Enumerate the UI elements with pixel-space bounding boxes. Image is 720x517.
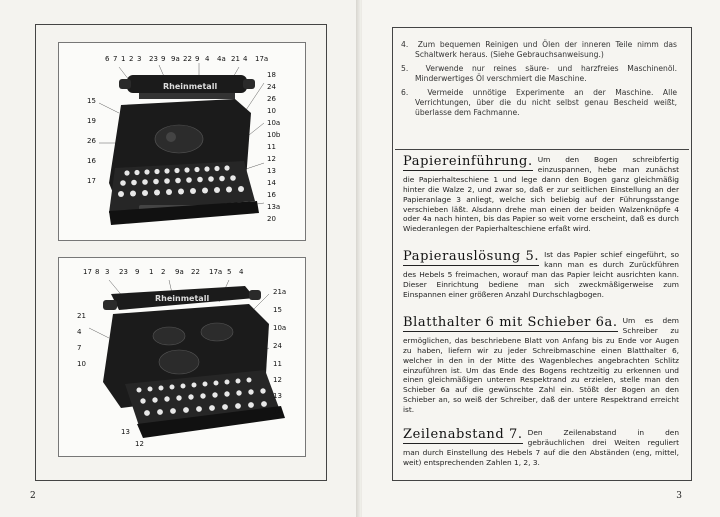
- callout-label: 17a: [255, 55, 269, 63]
- callout-label: 4: [77, 328, 82, 336]
- right-page-frame: [392, 27, 692, 481]
- callout-label: 4: [205, 55, 210, 63]
- callout-label: 13: [121, 428, 130, 436]
- callout-label: 10: [267, 107, 276, 115]
- callout-label: 10: [77, 360, 86, 368]
- callout-label: 9a: [171, 55, 180, 63]
- callout-label: 24: [267, 83, 276, 91]
- typewriter-side-image: [58, 257, 306, 457]
- section-body: Den Zeilenabstand in den gebräuchlichen drei Weiten reguliert man durch Einstellung des Hebels 7 auf die den Abständen (eng, mittel, weit) entsprechenden Zahlen 1, 2, 3.: [403, 428, 679, 467]
- callout-label: 9: [135, 268, 140, 276]
- callout-label: 9: [161, 55, 166, 63]
- brand-label-top: Rheinmetall: [163, 82, 218, 91]
- callout-label: 11: [273, 360, 282, 368]
- section-heading: Blatthalter 6 mit Schieber 6a.: [403, 315, 618, 330]
- callout-label: 26: [267, 95, 276, 103]
- section-line-spacing: [403, 428, 679, 468]
- callout-label: 21: [77, 312, 86, 320]
- bottom-right-callouts: [273, 288, 286, 416]
- callout-label: 12: [135, 440, 144, 448]
- callout-label: 4: [239, 268, 244, 276]
- callout-label: 16: [87, 157, 96, 165]
- callout-label: 16: [267, 191, 276, 199]
- callout-label: 1: [121, 55, 126, 63]
- callout-label: 9a: [175, 268, 184, 276]
- callout-label: 12: [273, 376, 282, 384]
- typewriter-side-svg: [59, 258, 305, 456]
- callout-label: 2: [129, 55, 134, 63]
- section-divider: [395, 149, 689, 150]
- callout-label: 21: [231, 55, 240, 63]
- note-item: 4. Zum bequemen Reinigen und Ölen der inneren Teile nimm das Schaltwerk heraus. (Siehe Gebrauchsanweisung.): [401, 40, 677, 60]
- callout-label: 13: [267, 167, 276, 175]
- callout-label: 5: [227, 268, 232, 276]
- callout-label: 14: [273, 408, 282, 416]
- callout-label: 22: [183, 55, 192, 63]
- section-body: Ist das Papier schief eingeführt, so kann man es durch Zurückführen des Hebels 5 freimachen, worauf man das Papier leicht ausrichten kann. Dieser Einrichtung bediene man sich zweckmäßigerweise zum Einspannen einer größeren Anzahl Durchschlagbogen.: [403, 250, 679, 299]
- section-sheet-holder: [403, 316, 679, 415]
- callout-label: 14: [267, 179, 276, 187]
- callout-label: 7: [77, 344, 82, 352]
- callout-label: 17a: [209, 268, 223, 276]
- left-page: [0, 0, 358, 517]
- callout-label: 23: [149, 55, 158, 63]
- callout-label: 13a: [267, 203, 281, 211]
- callout-label: 3: [105, 268, 110, 276]
- callout-label: 17: [87, 177, 96, 185]
- callout-label: 18: [267, 71, 276, 79]
- bottom-top-callouts: [83, 268, 244, 276]
- page-number-left: 2: [30, 491, 36, 501]
- callout-label: 22: [191, 268, 200, 276]
- brand-label-bottom: Rheinmetall: [155, 294, 210, 303]
- left-page-frame: [35, 24, 327, 481]
- callout-label: 21a: [273, 288, 287, 296]
- callout-label: 20: [267, 215, 276, 223]
- callout-label: 10b: [267, 131, 281, 139]
- callout-label: 4a: [217, 55, 226, 63]
- section-body: Um den Bogen schreibfertig einzuspannen, hebe man zunächst die Papierhalteschiene 1 und lege dann den Bogen ganz gleichmäßig hinter die Walze 2, und zwar so, daß er zur seitlichen Einstellung an der Papieranlage 3 anliegt, welche sich beliebig auf der Führungsstange verschieben läßt. Alsdann drehe man einen der beiden Walzenknöpfe 4 oder 4a nach hinten, bis das Papier so weit vorne erscheint, daß es durch Wiederanlegen der Papierhalteschiene erfaßt wird.: [403, 155, 679, 234]
- callout-label: 3: [137, 55, 142, 63]
- callout-label: 7: [113, 55, 118, 63]
- page-number-right: 3: [676, 491, 682, 501]
- section-body: Um es dem Schreiber zu ermöglichen, das beschriebene Blatt von Anfang bis zu Ende vor Augen zu haben, liefern wir zu jeder Schreibmaschine einen Blatthalter 6, welcher in den in der Mitte des Wagenbleches angebrachten Schlitz einzuführen ist. Um das Ende des Bogens rechtzeitig zu erkennen und einen gleichmäßigen unteren Respektrand zu erzielen, stelle man den Schieber 6a auf die gewünschte Zahl ein. Stößt der Bogen an den Schieber an, so weiß der Schreiber, daß der untere Respektrand erreicht ist.: [403, 316, 679, 415]
- left-callouts: [87, 97, 96, 185]
- section-paper-release: [403, 250, 679, 300]
- note-item: 5. Verwende nur reines säure- und harzfreies Maschinenöl. Minderwertiges Öl verschmiert die Maschine.: [401, 63, 677, 84]
- callout-label: 15: [87, 97, 96, 105]
- callout-label: 15: [273, 306, 282, 314]
- callout-label: 12: [267, 155, 276, 163]
- section-heading: Papiereinführung.: [403, 154, 533, 169]
- top-callouts: [105, 55, 268, 63]
- maintenance-notes: [401, 40, 677, 122]
- callout-label: 26: [87, 137, 96, 145]
- typewriter-front-image: [58, 42, 306, 241]
- callout-label: 6: [105, 55, 110, 63]
- right-callouts: [267, 71, 281, 223]
- callout-label: 24: [273, 342, 282, 350]
- right-page: [362, 0, 720, 517]
- section-heading: Zeilenabstand 7.: [403, 427, 523, 442]
- section-paper-insertion: [403, 155, 679, 234]
- callout-label: 23: [119, 268, 128, 276]
- callout-label: 2: [161, 268, 166, 276]
- callout-label: 13: [273, 392, 282, 400]
- callout-label: 10a: [267, 119, 281, 127]
- section-heading: Papierauslösung 5.: [403, 249, 540, 264]
- callout-label: 11: [267, 143, 276, 151]
- note-item: 6. Vermeide unnötige Experimente an der Maschine. Alle Verrichtungen, über die du nicht selbst genau Bescheid weißt, überlasse dem Fachmanne.: [401, 87, 677, 118]
- callout-label: 10a: [273, 324, 287, 332]
- callout-label: 9: [195, 55, 200, 63]
- typewriter-front-svg: [59, 43, 305, 240]
- callout-label: 1: [149, 268, 154, 276]
- callout-label: 4: [243, 55, 248, 63]
- callout-label: 8: [95, 268, 100, 276]
- callout-label: 19: [87, 117, 96, 125]
- callout-label: 17: [83, 268, 92, 276]
